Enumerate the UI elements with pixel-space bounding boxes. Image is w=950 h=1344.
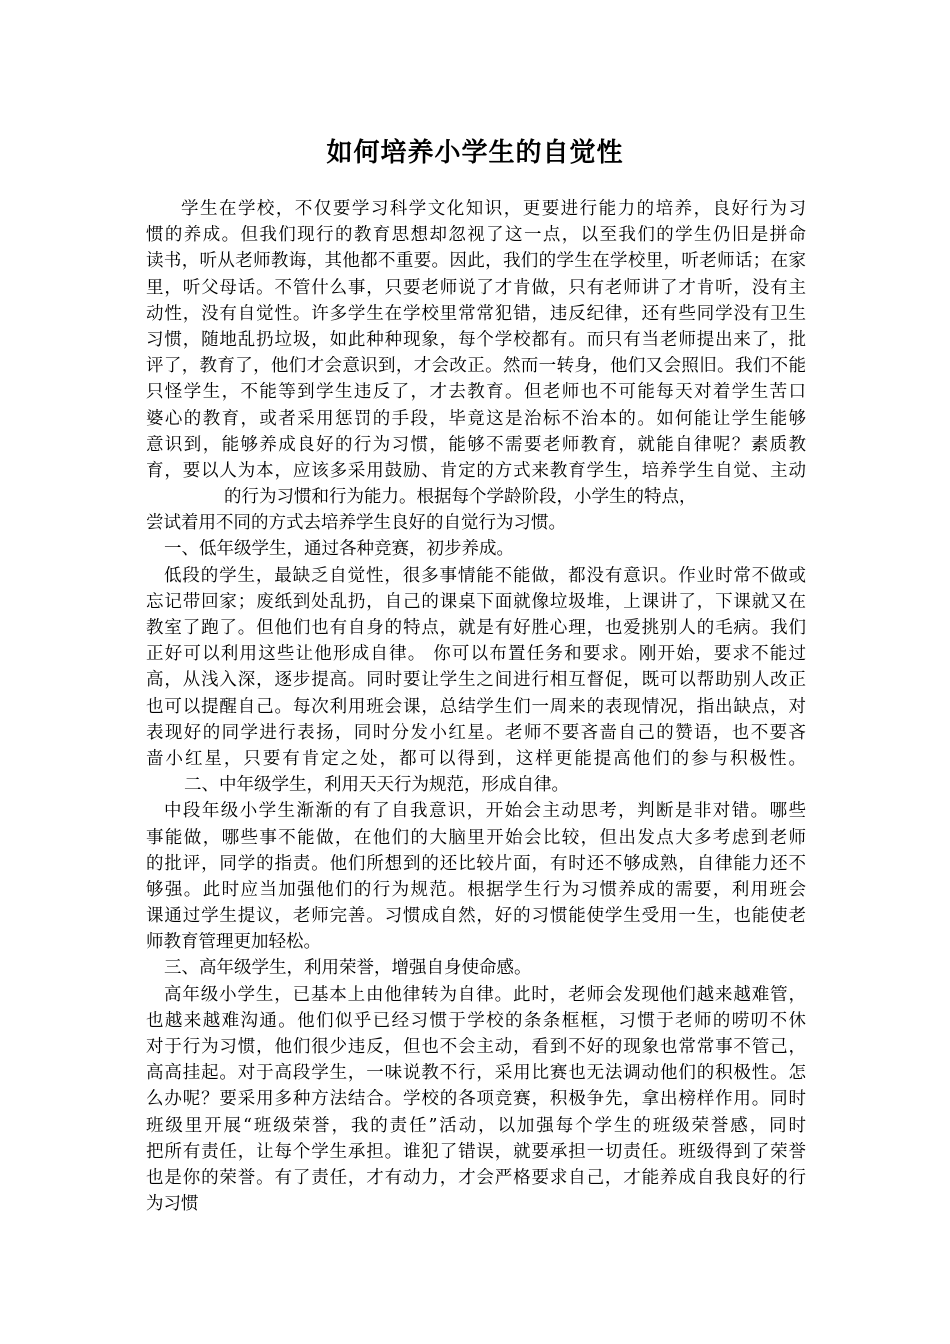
text-line: 也越来越难沟通。他们似乎已经习惯于学校的条条框框，习惯于老师的唠叨不休 [146, 1010, 806, 1031]
text-line: 评了，教育了，他们才会意识到，才会改正。然而一转身，他们又会照旧。我们不能 [146, 356, 806, 377]
text-line: 婆心的教育，或者采用惩罚的手段，毕竟这是治标不治本的。如何能让学生能够 [146, 408, 806, 429]
section-heading-mid-grade: 二、中年级学生，利用天天行为规范，形成自律。 [184, 775, 569, 796]
text-line: 也是你的荣誉。有了责任，才有动力，才会严格要求自己，才能养成自我良好的行 [146, 1167, 806, 1188]
text-line: 学生在学校，不仅要学习科学文化知识，更要进行能力的培养，良好行为习 [181, 199, 806, 219]
text-line: 课通过学生提议，老师完善。习惯成自然，好的习惯能使学生受用一生，也能使老 [146, 906, 806, 927]
text-line: 把所有责任，让每个学生承担。谁犯了错误，就要承担一切责任。班级得到了荣誉 [146, 1141, 806, 1162]
text-line: 的批评，同学的指责。他们所想到的还比较片面，有时还不够成熟，自律能力还不 [146, 853, 806, 874]
text-line: 为习惯 [146, 1194, 199, 1215]
text-line: 只怪学生，不能等到学生违反了，才去教育。但老师也不可能每天对着学生苦口 [146, 382, 806, 403]
document-body [146, 196, 806, 1217]
text-line: 习惯，随地乱扔垃圾，如此种种现象，每个学校都有。而只有当老师提出来了，批 [146, 329, 806, 350]
text-line: 读书，听从老师教诲，其他都不重要。因此，我们的学生在学校里，听老师话；在家 [146, 251, 806, 272]
text-line: 的行为习惯和行为能力。根据每个学龄阶段，小学生的特点， [224, 487, 697, 508]
text-line: 啬小红星，只要有肯定之处，都可以得到，这样更能提高他们的参与积极性。 [146, 748, 806, 769]
text-line: 师教育管理更加轻松。 [146, 932, 321, 953]
text-line: 育，要以人为本，应该多采用鼓励、肯定的方式来教育学生，培养学生自觉、主动 [146, 460, 806, 481]
text-line: 高，从浅入深，逐步提高。同时要让学生之间进行相互督促，既可以帮助别人改正 [146, 670, 806, 691]
text-line: 够强。此时应当加强他们的行为规范。根据学生行为习惯养成的需要，利用班会 [146, 879, 806, 900]
text-line: 尝试着用不同的方式去培养学生良好的自觉行为习惯。 [146, 513, 566, 534]
text-line: 惯的养成。但我们现行的教育思想却忽视了这一点，以至我们的学生仍旧是拼命 [146, 225, 806, 246]
text-line: 表现好的同学进行表扬，同时分发小红星。老师不要吝啬自己的赞语，也不要吝 [146, 722, 806, 743]
text-line: 么办呢？要采用多种方法结合。学校的各项竞赛，积极争先，拿出榜样作用。同时 [146, 1089, 806, 1110]
text-line: 忘记带回家；废纸到处乱扔，自己的课桌下面就像垃圾堆，上课讲了，下课就又在 [146, 591, 806, 612]
section-heading-low-grade: 一、低年级学生，通过各种竞赛，初步养成。 [164, 539, 514, 560]
page-title: 如何培养小学生的自觉性 [326, 138, 624, 168]
text-line: 对于行为习惯，他们很少违反，但也不会主动，看到不好的现象也常常事不管己， [146, 1037, 806, 1057]
text-line: 正好可以利用这些让他形成自律。 你可以布置任务和要求。刚开始，要求不能过 [146, 644, 806, 665]
text-line: 里，听父母话。不管什么事，只要老师说了才肯做，只有老师讲了才肯听，没有主 [146, 277, 806, 298]
text-line: 事能做，哪些事不能做，在他们的大脑里开始会比较，但出发点大多考虑到老师 [146, 827, 806, 848]
text-line: 动性，没有自觉性。许多学生在学校里常常犯错，违反纪律，还有些同学没有卫生 [146, 303, 806, 324]
text-line: 中段年级小学生渐渐的有了自我意识，开始会主动思考，判断是非对错。哪些 [164, 801, 806, 822]
text-line: 低段的学生，最缺乏自觉性，很多事情能不能做，都没有意识。作业时常不做或 [164, 565, 806, 586]
text-line: 高高挂起。对于高段学生，一味说教不行，采用比赛也无法调动他们的积极性。怎 [146, 1063, 806, 1084]
text-line: 班级里开展“班级荣誉，我的责任”活动，以加强每个学生的班级荣誉感，同时 [146, 1115, 806, 1136]
text-line: 意识到，能够养成良好的行为习惯，能够不需要老师教育，就能自律呢？素质教 [146, 434, 806, 455]
text-line: 教室了跑了。但他们也有自身的特点，就是有好胜心理，也爱挑别人的毛病。我们 [146, 618, 806, 638]
text-line: 高年级小学生，已基本上由他律转为自律。此时，老师会发现他们越来越难管， [164, 984, 806, 1005]
text-line: 也可以提醒自己。每次利用班会课，总结学生们一周来的表现情况，指出缺点，对 [146, 696, 806, 717]
section-heading-high-grade: 三、高年级学生，利用荣誉，增强自身使命感。 [164, 958, 532, 979]
